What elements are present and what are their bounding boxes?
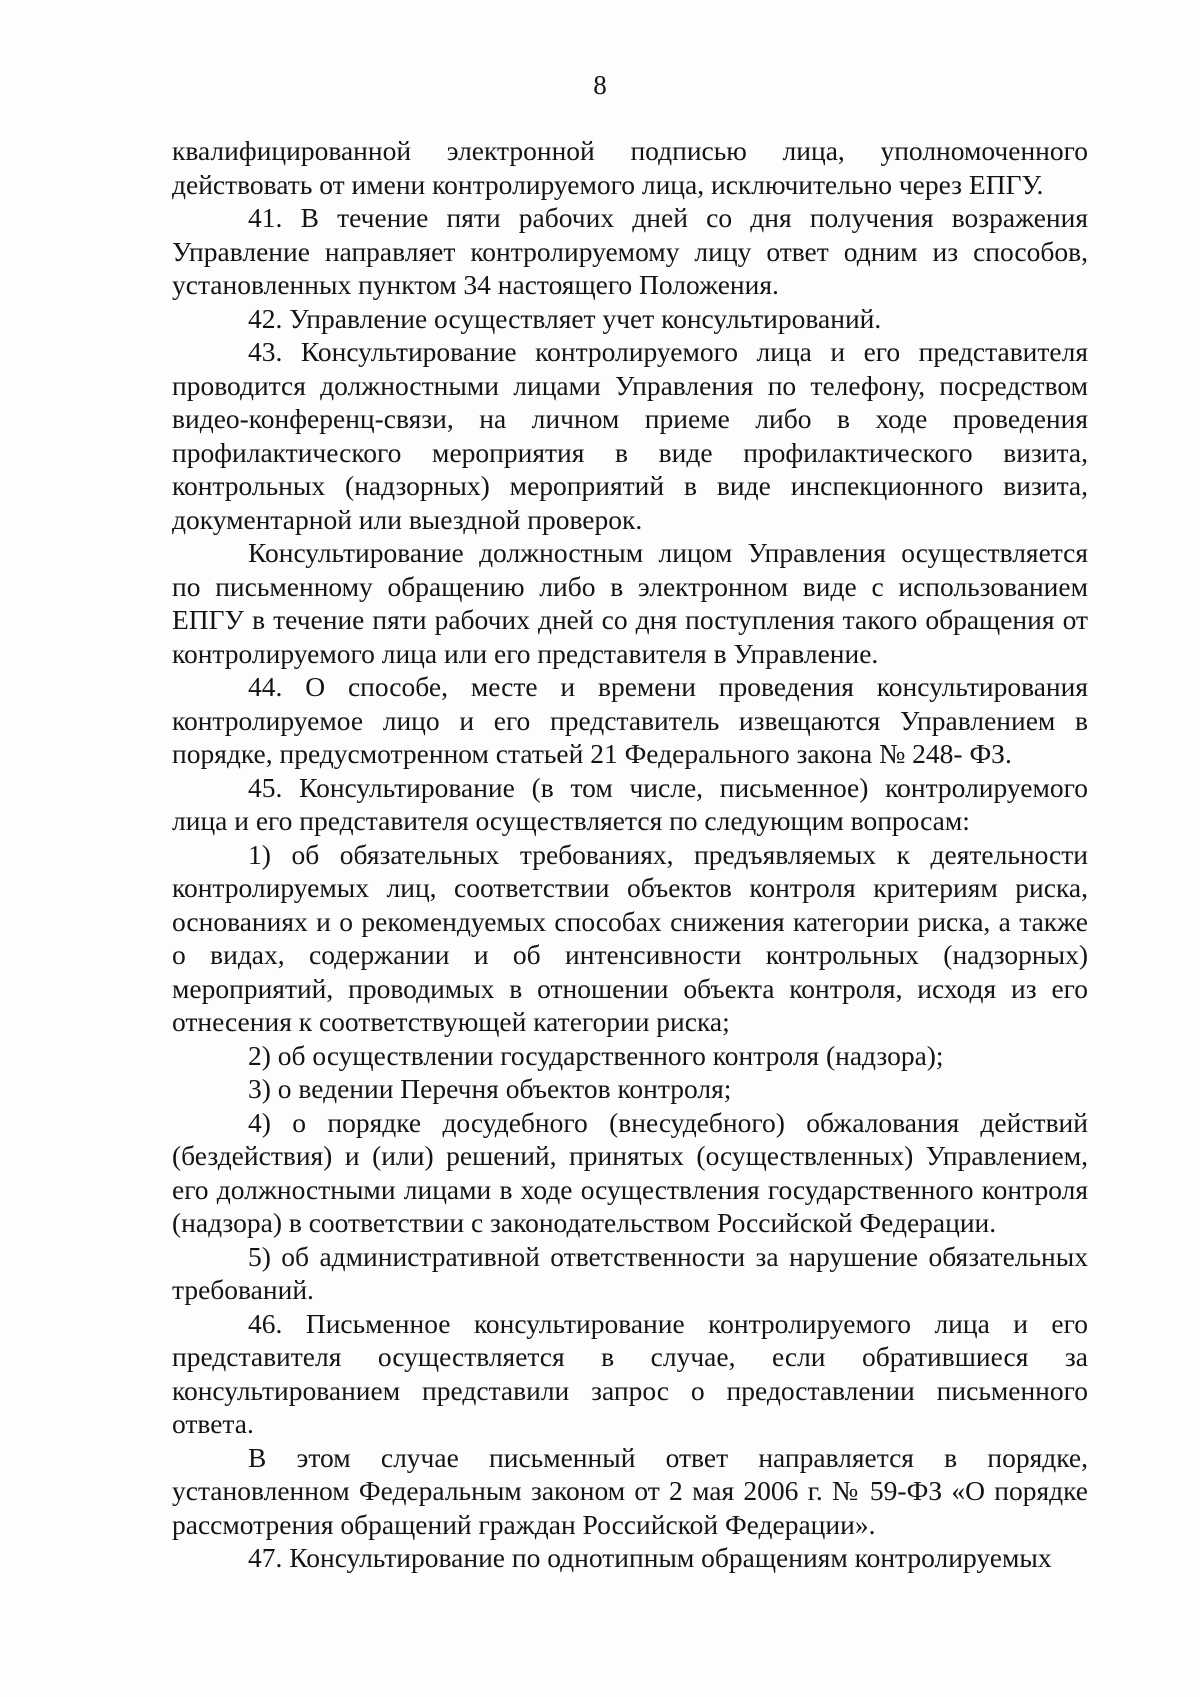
paragraph-47: 47. Консультирование по однотипным обращениям контролируемых xyxy=(248,1542,1052,1573)
list-item-2: 2) об осуществлении государственного контроля (надзора); xyxy=(248,1039,944,1071)
list-item-3: 3) о ведении Перечня объектов контроля; xyxy=(248,1073,732,1104)
paragraph-44: 44. О способе, месте и времени проведения консультирования контролируемое лицо и его представитель извещаются Управлением в порядке, предусмотренном статьей 21 Федерального закона № 248- ФЗ. xyxy=(172,671,1088,769)
paragraph-continuation: квалифицированной электронной подписью лица, уполномоченного действовать от имени контролируемого лица, исключительно через ЕПГУ. xyxy=(172,135,1088,200)
paragraph-42: 42. Управление осуществляет учет консультирований. xyxy=(248,302,882,334)
document-body xyxy=(172,134,1088,1575)
paragraph-46-response: В этом случае письменный ответ направляется в порядке, установленном Федеральным законом от 2 мая 2006 г. № 59-ФЗ «О порядке рассмотрения обращений граждан Российской Федерации». xyxy=(172,1441,1088,1540)
page-number: 8 xyxy=(593,70,607,100)
list-item-5: 5) об административной ответственности за нарушение обязательных требований. xyxy=(172,1240,1088,1305)
paragraph-43-consultation: Консультирование должностным лицом Управления осуществляется по письменному обращению либо в электронном виде с использованием ЕПГУ в течение пяти рабочих дней со дня поступления такого обращения от контролируемого лица или его представителя в Управление. xyxy=(172,537,1088,669)
paragraph-43: 43. Консультирование контролируемого лица и его представителя проводится должностными лицами Управления по телефону, посредством видео-конференц-связи, на личном приеме либо в ходе проведения профилактического мероприятия в виде профилактического визита, контрольных (надзорных) мероприятий в виде инспекционного визита, документарной или выездной проверок. xyxy=(172,336,1088,535)
paragraph-46: 46. Письменное консультирование контролируемого лица и его представителя осуществляется в случае, если обратившиеся за консультированием представили запрос о предоставлении письменного ответа. xyxy=(172,1307,1088,1439)
paragraph-45: 45. Консультирование (в том числе, письменное) контролируемого лица и его представителя осуществляется по следующим вопросам: xyxy=(172,771,1088,836)
list-item-4: 4) о порядке досудебного (внесудебного) обжалования действий (бездействия) и (или) решений, принятых (осуществленных) Управлением, его должностными лицами в ходе осуществления государственного контроля (надзора) в соответствии с законодательством Российской Федерации. xyxy=(172,1106,1088,1238)
paragraph-41: 41. В течение пяти рабочих дней со дня получения возражения Управление направляет контролируемому лицу ответ одним из способов, установленных пунктом 34 настоящего Положения. xyxy=(172,202,1088,300)
list-item-1: 1) об обязательных требованиях, предъявляемых к деятельности контролируемых лиц, соответствии объектов контроля критериям риска, основаниях и о рекомендуемых способах снижения категории риска, а также о видах, содержании и об интенсивности контрольных (надзорных) мероприятий, проводимых в отношении объекта контроля, исходя из его отнесения к соответствующей категории риска; xyxy=(172,838,1088,1037)
